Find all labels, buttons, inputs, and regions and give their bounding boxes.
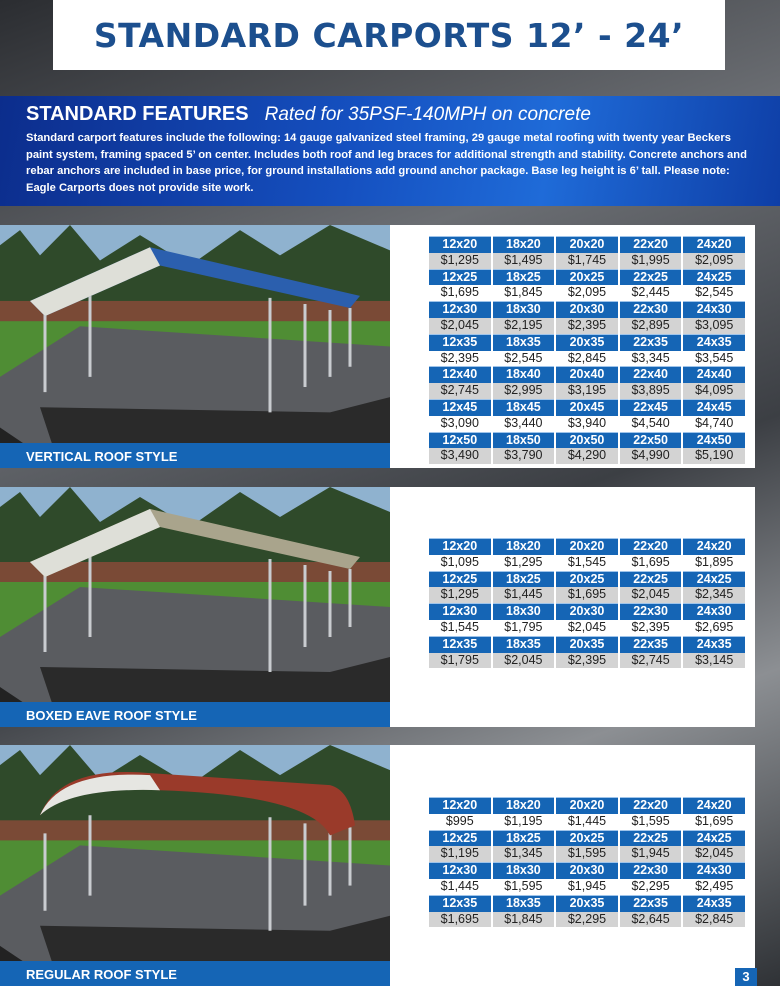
carport-photo: [0, 225, 390, 468]
size-cell: 20x25: [556, 269, 618, 286]
size-cell: 20x50: [556, 432, 618, 449]
size-row: [429, 236, 745, 253]
price-table-panel: [390, 487, 755, 727]
size-cell: 12x25: [429, 571, 491, 588]
size-cell: 18x25: [493, 269, 555, 286]
price-cell: $4,740: [695, 415, 734, 430]
price-cell: $2,695: [695, 619, 734, 634]
price-cell: $2,395: [556, 653, 618, 669]
price-row: [429, 653, 745, 669]
size-row: [429, 301, 745, 318]
size-cell: 18x20: [493, 236, 555, 253]
price-cell: $1,895: [695, 554, 734, 569]
size-row: [429, 269, 745, 286]
price-cell: $2,545: [695, 285, 734, 300]
price-cell: $2,895: [620, 318, 682, 334]
size-cell: 24x30: [683, 301, 745, 318]
carport-photo: [0, 487, 390, 727]
price-cell: $1,545: [440, 619, 479, 634]
page-title: STANDARD CARPORTS 12’ - 24’: [93, 15, 685, 55]
price-cell: $1,795: [429, 653, 491, 669]
price-cell: $2,745: [429, 383, 491, 399]
size-cell: 22x35: [620, 636, 682, 653]
price-cell: $1,745: [556, 253, 618, 269]
size-cell: 22x30: [620, 862, 682, 879]
price-cell: $2,495: [695, 878, 734, 893]
price-cell: $1,945: [567, 878, 607, 893]
price-row: [429, 351, 745, 367]
price-cell: $1,195: [429, 846, 491, 862]
price-cell: $2,395: [556, 318, 618, 334]
size-cell: 20x20: [556, 797, 618, 814]
size-cell: 24x25: [683, 830, 745, 847]
price-cell: $1,195: [504, 813, 543, 828]
size-row: [429, 571, 745, 588]
price-table: [427, 236, 747, 464]
price-row: [429, 846, 745, 862]
price-cell: $1,095: [440, 554, 479, 569]
price-row: [429, 814, 745, 830]
size-cell: 22x40: [620, 366, 682, 383]
price-table-panel: [390, 225, 755, 468]
size-cell: 18x30: [493, 301, 555, 318]
size-cell: 12x30: [429, 301, 491, 318]
size-cell: 20x30: [556, 862, 618, 879]
price-cell: $2,045: [620, 587, 682, 603]
price-cell: $2,395: [440, 350, 479, 365]
size-cell: 24x35: [683, 895, 745, 912]
price-cell: $2,545: [504, 350, 543, 365]
size-row: [429, 399, 745, 416]
size-cell: 12x45: [429, 399, 491, 416]
size-cell: 22x20: [620, 797, 682, 814]
price-cell: $2,645: [620, 912, 682, 928]
price-cell: $995: [445, 813, 474, 828]
size-cell: 18x45: [493, 399, 555, 416]
price-cell: $1,695: [429, 912, 491, 928]
price-cell: $2,845: [567, 350, 607, 365]
size-cell: 20x20: [556, 538, 618, 555]
price-row: [429, 879, 745, 895]
size-cell: 20x35: [556, 895, 618, 912]
price-cell: $1,595: [504, 878, 543, 893]
size-cell: 24x45: [683, 399, 745, 416]
size-cell: 24x35: [683, 636, 745, 653]
price-cell: $3,195: [556, 383, 618, 399]
size-cell: 24x25: [683, 269, 745, 286]
size-cell: 22x45: [620, 399, 682, 416]
price-cell: $3,345: [631, 350, 670, 365]
size-cell: 24x30: [683, 603, 745, 620]
price-table: [427, 797, 747, 927]
price-cell: $3,940: [567, 415, 607, 430]
size-cell: 20x25: [556, 830, 618, 847]
size-cell: 22x35: [620, 895, 682, 912]
size-cell: 12x20: [429, 538, 491, 555]
price-cell: $2,395: [631, 619, 670, 634]
price-cell: $3,895: [620, 383, 682, 399]
size-cell: 18x40: [493, 366, 555, 383]
size-cell: 22x20: [620, 538, 682, 555]
size-cell: 24x20: [683, 797, 745, 814]
size-cell: 12x30: [429, 862, 491, 879]
price-row: [429, 383, 745, 399]
size-cell: 18x30: [493, 862, 555, 879]
price-row: [429, 285, 745, 301]
price-cell: $3,440: [504, 415, 543, 430]
size-cell: 18x25: [493, 830, 555, 847]
price-cell: $1,295: [504, 554, 543, 569]
size-cell: 18x25: [493, 571, 555, 588]
standard-features-banner: [0, 96, 780, 206]
price-cell: $2,045: [429, 318, 491, 334]
size-cell: 12x30: [429, 603, 491, 620]
price-cell: $1,795: [504, 619, 543, 634]
carport-photo: [0, 745, 390, 986]
size-cell: 20x40: [556, 366, 618, 383]
size-cell: 22x30: [620, 301, 682, 318]
price-cell: $2,845: [683, 912, 745, 928]
price-row: [429, 416, 745, 432]
size-cell: 20x25: [556, 571, 618, 588]
price-row: [429, 253, 745, 269]
price-cell: $3,090: [440, 415, 479, 430]
carport-image: [0, 225, 390, 468]
price-cell: $1,695: [556, 587, 618, 603]
size-cell: 18x50: [493, 432, 555, 449]
price-cell: $1,345: [493, 846, 555, 862]
size-row: [429, 432, 745, 449]
size-cell: 22x30: [620, 603, 682, 620]
size-row: [429, 538, 745, 555]
price-cell: $3,490: [429, 448, 491, 464]
size-cell: 18x35: [493, 636, 555, 653]
size-cell: 12x50: [429, 432, 491, 449]
price-cell: $1,995: [620, 253, 682, 269]
size-cell: 20x35: [556, 334, 618, 351]
size-cell: 22x20: [620, 236, 682, 253]
size-row: [429, 797, 745, 814]
price-cell: $1,945: [620, 846, 682, 862]
size-cell: 24x25: [683, 571, 745, 588]
price-cell: $5,190: [683, 448, 745, 464]
price-cell: $2,095: [567, 285, 607, 300]
price-cell: $3,145: [683, 653, 745, 669]
price-cell: $2,445: [631, 285, 670, 300]
size-cell: 24x40: [683, 366, 745, 383]
size-row: [429, 636, 745, 653]
size-cell: 20x30: [556, 301, 618, 318]
price-cell: $2,095: [683, 253, 745, 269]
price-cell: $2,295: [631, 878, 670, 893]
price-cell: $2,195: [493, 318, 555, 334]
roof-style-label: VERTICAL ROOF STYLE: [0, 443, 390, 468]
price-cell: $1,695: [440, 285, 479, 300]
size-cell: 18x35: [493, 334, 555, 351]
price-cell: $1,295: [429, 587, 491, 603]
size-cell: 24x20: [683, 538, 745, 555]
price-cell: $2,995: [493, 383, 555, 399]
price-row: [429, 912, 745, 928]
size-cell: 20x20: [556, 236, 618, 253]
price-row: [429, 318, 745, 334]
size-cell: 22x25: [620, 269, 682, 286]
size-cell: 24x50: [683, 432, 745, 449]
price-cell: $3,095: [683, 318, 745, 334]
size-row: [429, 334, 745, 351]
price-cell: $1,845: [504, 285, 543, 300]
size-cell: 12x20: [429, 236, 491, 253]
price-row: [429, 587, 745, 603]
size-cell: 22x35: [620, 334, 682, 351]
price-cell: $1,445: [567, 813, 607, 828]
price-cell: $2,345: [683, 587, 745, 603]
features-heading: STANDARD FEATURES: [26, 103, 249, 125]
page-number: 3: [735, 968, 757, 986]
size-row: [429, 895, 745, 912]
size-cell: 24x35: [683, 334, 745, 351]
price-cell: $1,595: [556, 846, 618, 862]
roof-style-label: BOXED EAVE ROOF STYLE: [0, 702, 390, 727]
size-cell: 18x20: [493, 538, 555, 555]
size-row: [429, 862, 745, 879]
size-cell: 12x20: [429, 797, 491, 814]
price-row: [429, 620, 745, 636]
size-cell: 18x20: [493, 797, 555, 814]
price-row: [429, 448, 745, 464]
price-cell: $4,095: [683, 383, 745, 399]
features-rating: Rated for 35PSF-140MPH on concrete: [264, 104, 591, 125]
price-cell: $1,595: [631, 813, 670, 828]
features-text: Standard carport features include the following: 14 gauge galvanized steel framing, 29 gauge metal roofing with twenty year Beckers paint system, framing spaced 5’ on center. Includes both roof and leg braces for additional strength and stability. Concrete anchors and rebar anchors are included in base price, for ground installations add ground anchor package. Base leg height is 6’ tall. Please note: Eagle Carports does not provide site work.: [26, 132, 747, 194]
size-cell: 18x35: [493, 895, 555, 912]
price-cell: $1,695: [631, 554, 670, 569]
price-cell: $1,445: [493, 587, 555, 603]
size-cell: 22x50: [620, 432, 682, 449]
roof-style-label: REGULAR ROOF STYLE: [0, 961, 390, 986]
title-box: [53, 0, 725, 70]
price-cell: $3,790: [493, 448, 555, 464]
price-cell: $4,990: [620, 448, 682, 464]
price-table-panel: [390, 745, 755, 986]
carport-image: [0, 745, 390, 986]
size-cell: 24x20: [683, 236, 745, 253]
price-row: [429, 555, 745, 571]
price-table: [427, 538, 747, 668]
price-cell: $2,045: [493, 653, 555, 669]
size-cell: 22x25: [620, 830, 682, 847]
size-cell: 12x25: [429, 830, 491, 847]
size-cell: 12x35: [429, 895, 491, 912]
size-cell: 20x45: [556, 399, 618, 416]
price-cell: $2,045: [683, 846, 745, 862]
section-boxed-eave-roof: [0, 487, 755, 727]
size-cell: 12x35: [429, 334, 491, 351]
size-cell: 20x35: [556, 636, 618, 653]
size-row: [429, 603, 745, 620]
price-cell: $3,545: [695, 350, 734, 365]
carport-image: [0, 487, 390, 727]
size-cell: 12x25: [429, 269, 491, 286]
price-cell: $1,445: [440, 878, 479, 893]
section-regular-roof: [0, 745, 755, 986]
size-cell: 18x30: [493, 603, 555, 620]
size-cell: 12x40: [429, 366, 491, 383]
size-cell: 22x25: [620, 571, 682, 588]
size-cell: 12x35: [429, 636, 491, 653]
size-cell: 24x30: [683, 862, 745, 879]
price-cell: $1,295: [429, 253, 491, 269]
price-cell: $1,545: [567, 554, 607, 569]
price-cell: $4,540: [631, 415, 670, 430]
price-cell: $2,745: [620, 653, 682, 669]
price-cell: $1,695: [695, 813, 734, 828]
size-row: [429, 830, 745, 847]
section-vertical-roof: [0, 225, 755, 468]
price-cell: $2,295: [556, 912, 618, 928]
price-cell: $2,045: [567, 619, 607, 634]
size-cell: 20x30: [556, 603, 618, 620]
price-cell: $1,845: [493, 912, 555, 928]
price-cell: $4,290: [556, 448, 618, 464]
price-cell: $1,495: [493, 253, 555, 269]
size-row: [429, 366, 745, 383]
